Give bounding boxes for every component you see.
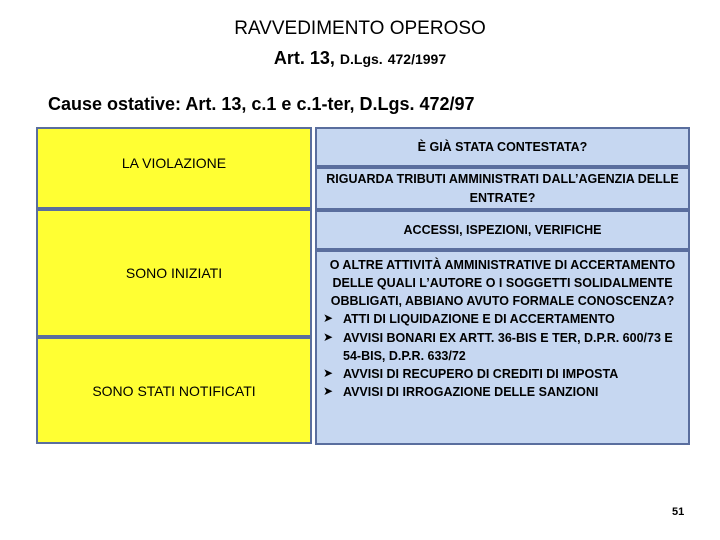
left-cell-started — [36, 209, 312, 337]
left-cell-started-label: SONO INIZIATI — [125, 265, 223, 281]
arrow-bullet-icon: ➤ — [323, 329, 334, 344]
right-cell-inspections-label: ACCESSI, ISPEZIONI, VERIFICHE — [403, 222, 602, 237]
right-cell-inspections — [315, 210, 690, 250]
subtitle-decree: D.Lgs. — [339, 51, 383, 67]
right-cell-taxes — [315, 167, 690, 210]
list-item-text: AVVISI DI IRROGAZIONE DELLE SANZIONI — [343, 384, 599, 399]
list-item-text: AVVISI BONARI EX ARTT. 36-BIS E TER, D.P.R. 600/73 E 54-BIS, D.P.R. 633/72 — [343, 330, 673, 363]
list-item-text: AVVISI DI RECUPERO DI CREDITI DI IMPOSTA — [343, 366, 619, 381]
list-item-text: ATTI DI LIQUIDAZIONE E DI ACCERTAMENTO — [343, 312, 615, 327]
arrow-bullet-icon: ➤ — [323, 383, 334, 398]
right-cell-contested — [315, 127, 690, 167]
left-cell-violation — [36, 127, 312, 209]
list-item — [323, 365, 682, 383]
list-item — [323, 383, 682, 401]
cause-title: Cause ostative: Art. 13, c.1 e c.1-ter, D.Lgs. 472/97 — [48, 94, 475, 114]
acts-list — [323, 310, 682, 401]
left-cell-notified-label: SONO STATI NOTIFICATI — [92, 382, 256, 399]
subtitle-number: 472/1997 — [387, 51, 447, 67]
arrow-bullet-icon: ➤ — [323, 311, 334, 326]
list-item — [323, 329, 682, 365]
page-title: RAVVEDIMENTO OPEROSO — [234, 18, 486, 39]
left-cell-notified — [36, 337, 312, 444]
arrow-bullet-icon: ➤ — [323, 365, 334, 380]
page-number: 51 — [672, 506, 685, 518]
list-item — [323, 310, 682, 328]
right-cell-taxes-label: RIGUARDA TRIBUTI AMMINISTRATI DALL’AGENZIA DELLE ENTRATE? — [326, 172, 679, 205]
right-cell-activities — [315, 250, 690, 445]
right-cell-contested-label: È GIÀ STATA CONTESTATA? — [417, 139, 588, 154]
subtitle-article: Art. 13, — [273, 48, 335, 68]
page-subtitle — [0, 48, 720, 69]
left-cell-violation-label: LA VIOLAZIONE — [121, 155, 227, 171]
activities-question: O ALTRE ATTIVITÀ AMMINISTRATIVE DI ACCERTAMENTO DELLE QUALI L’AUTORE O I SOGGETTI SOLIDALMENTE OBBLIGATI, ABBIANO AVUTO FORMALE CONOSCENZA? — [329, 258, 676, 309]
